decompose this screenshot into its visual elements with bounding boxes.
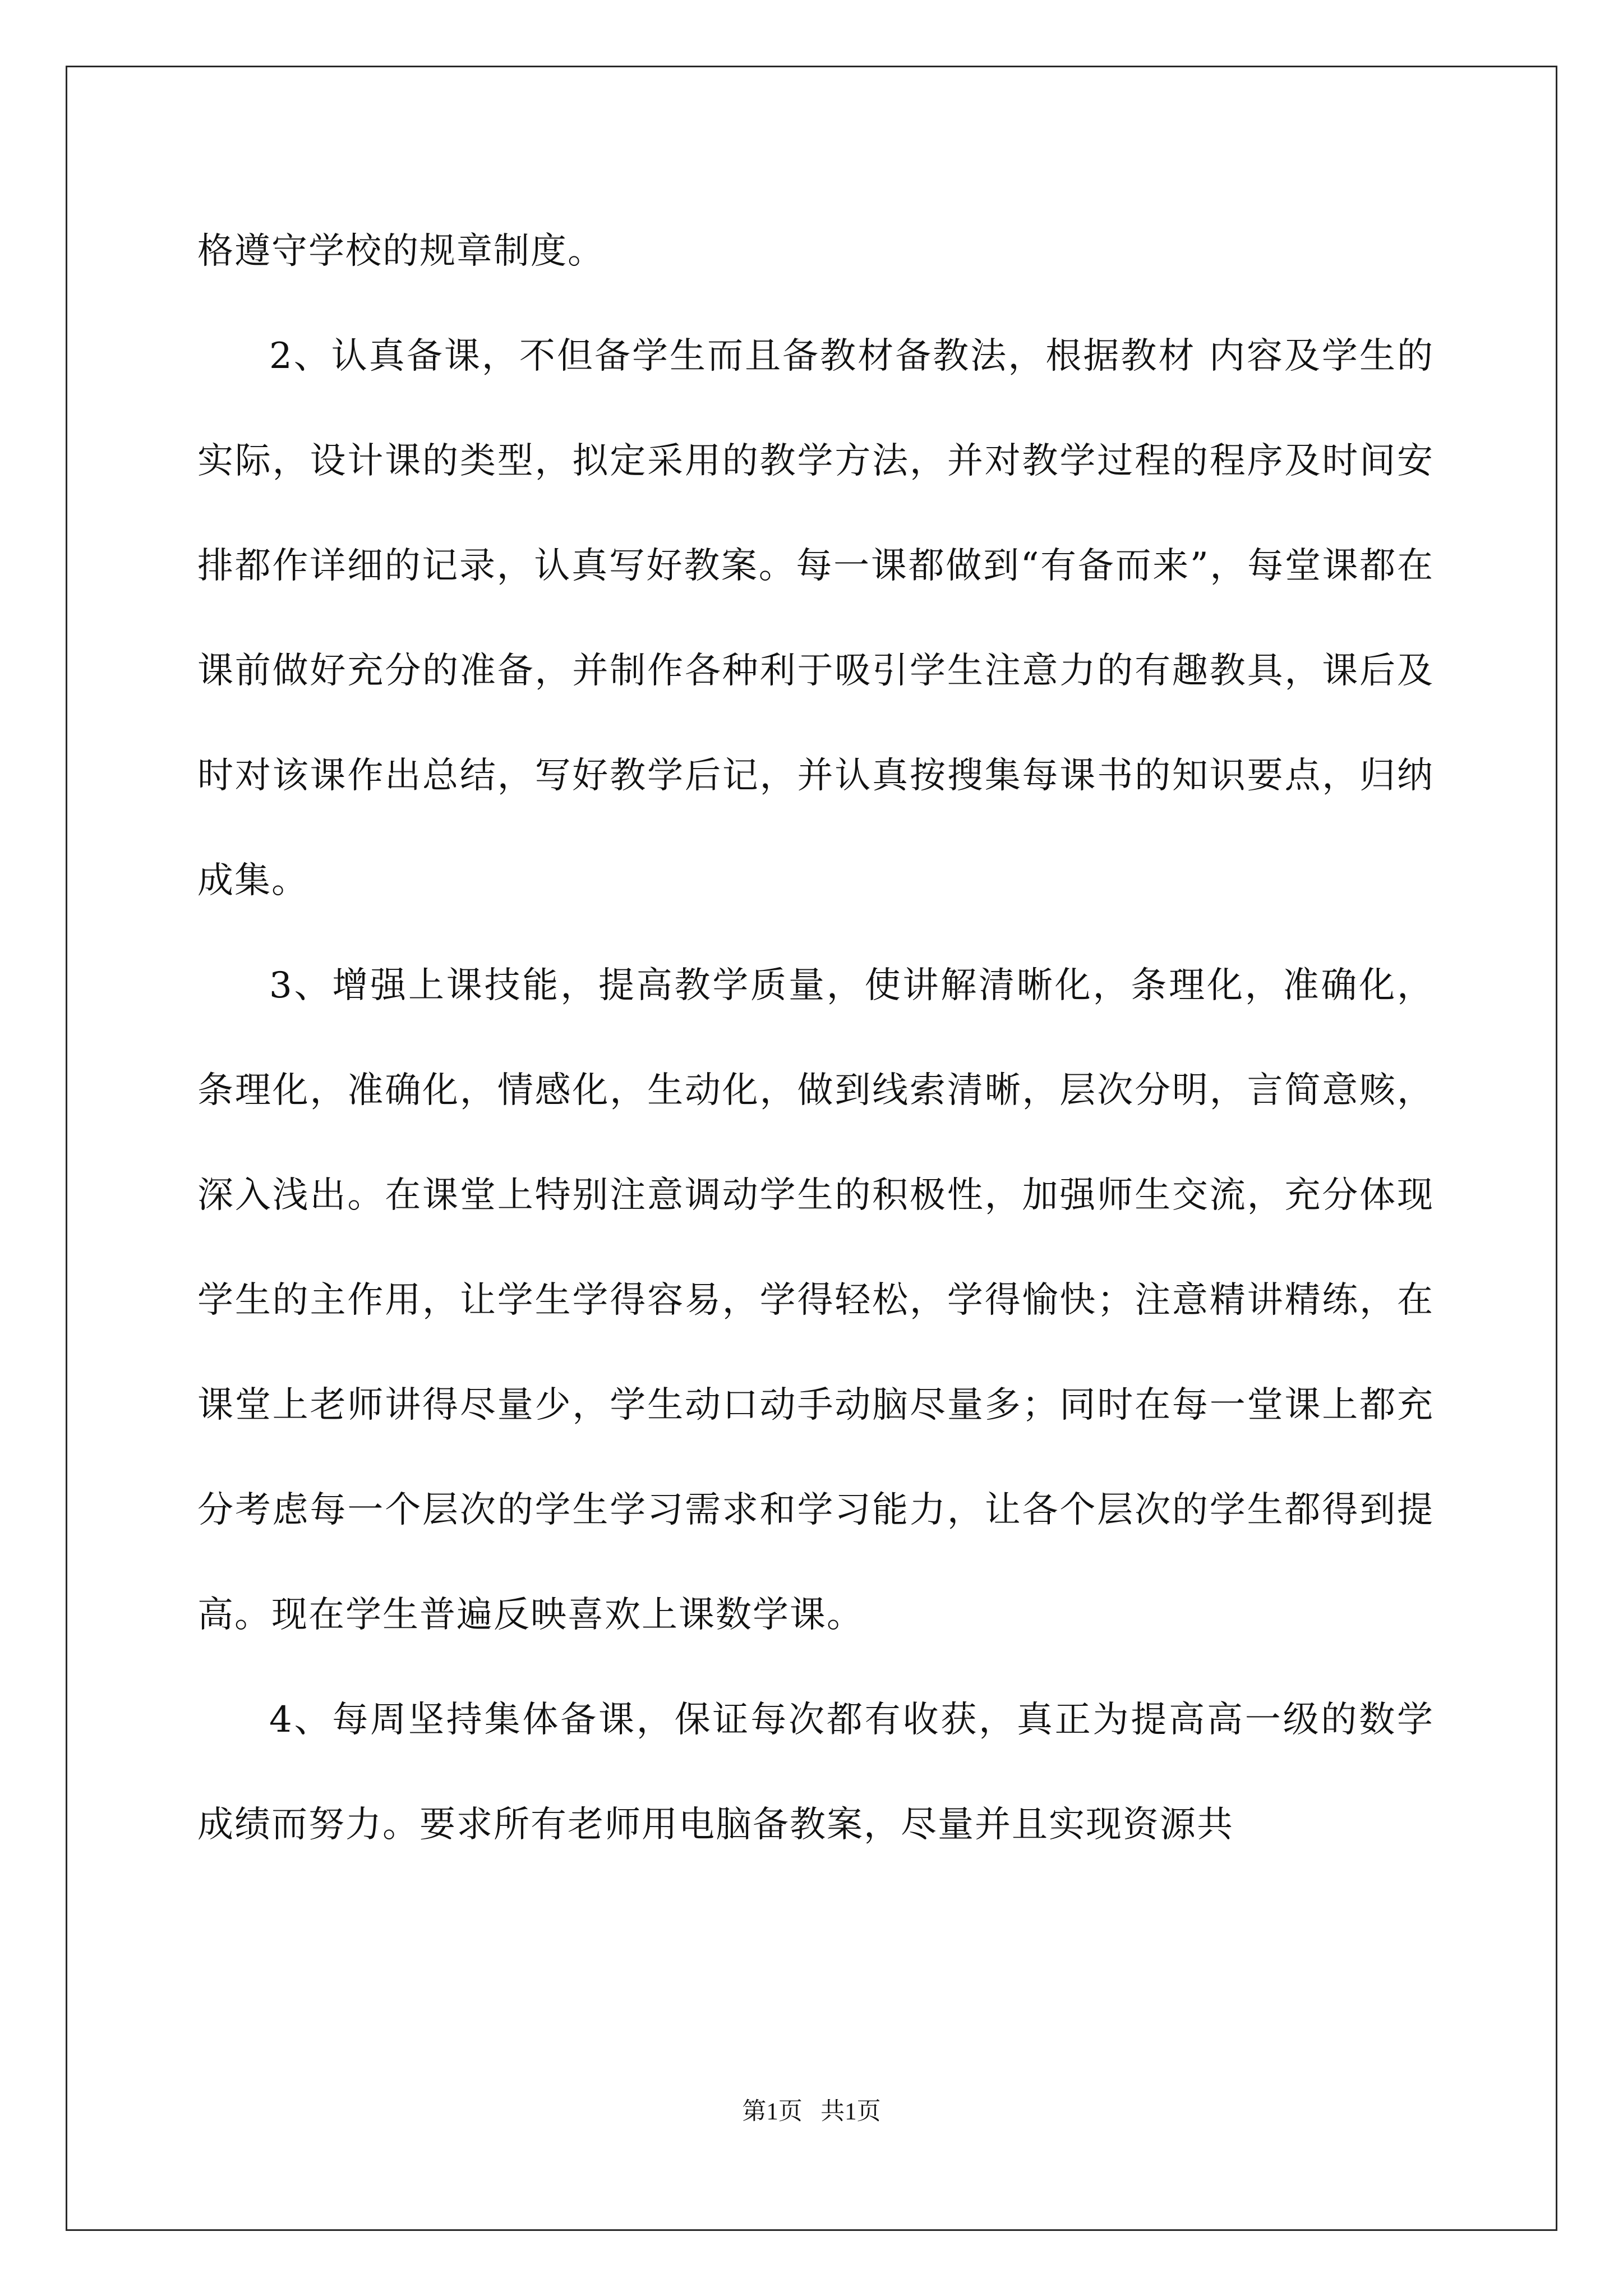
page-footer: 第1页 共1页 <box>742 2099 881 2125</box>
paragraph-item-4: 4、每周坚持集体备课，保证每次都有收获，真正为提高高一级的数学成绩而努力。要求所有老师用电脑备教案，尽量并且实现资源共 <box>197 1699 1434 1846</box>
paragraph-item-2: 2、认真备课，不但备学生而且备教材备教法，根据教材 内容及学生的实际，设计课的类型，拟定采用的教学方法，并对教学过程的程序及时间安排都作详细的记录，认真写好教案。每一课都做到“有备而来”，每堂课都在课前做好充分的准备，并制作各种利于吸引学生注意力的有趣教具，课后及时对该课作出总结，写好教学后记，并认真按搜集每课书的知识要点，归纳成集。 <box>197 335 1434 901</box>
paragraph-item-3: 3、增强上课技能，提高教学质量，使讲解清晰化，条理化，准确化，条理化，准确化，情感化，生动化，做到线索清晰，层次分明，言简意赅，深入浅出。在课堂上特别注意调动学生的积极性，加强师生交流，充分体现学生的主作用，让学生学得容易，学得轻松，学得愉快；注意精讲精练，在课堂上老师讲得尽量少，学生动口动手动脑尽量多；同时在每一堂课上都充分考虑每一个层次的学生学习需求和学习能力，让各个层次的学生都得到提高。现在学生普遍反映喜欢上课数学课。 <box>197 965 1434 1636</box>
paragraph-continuation: 格遵守学校的规章制度。 <box>197 231 605 272</box>
document-body <box>197 199 1434 1878</box>
